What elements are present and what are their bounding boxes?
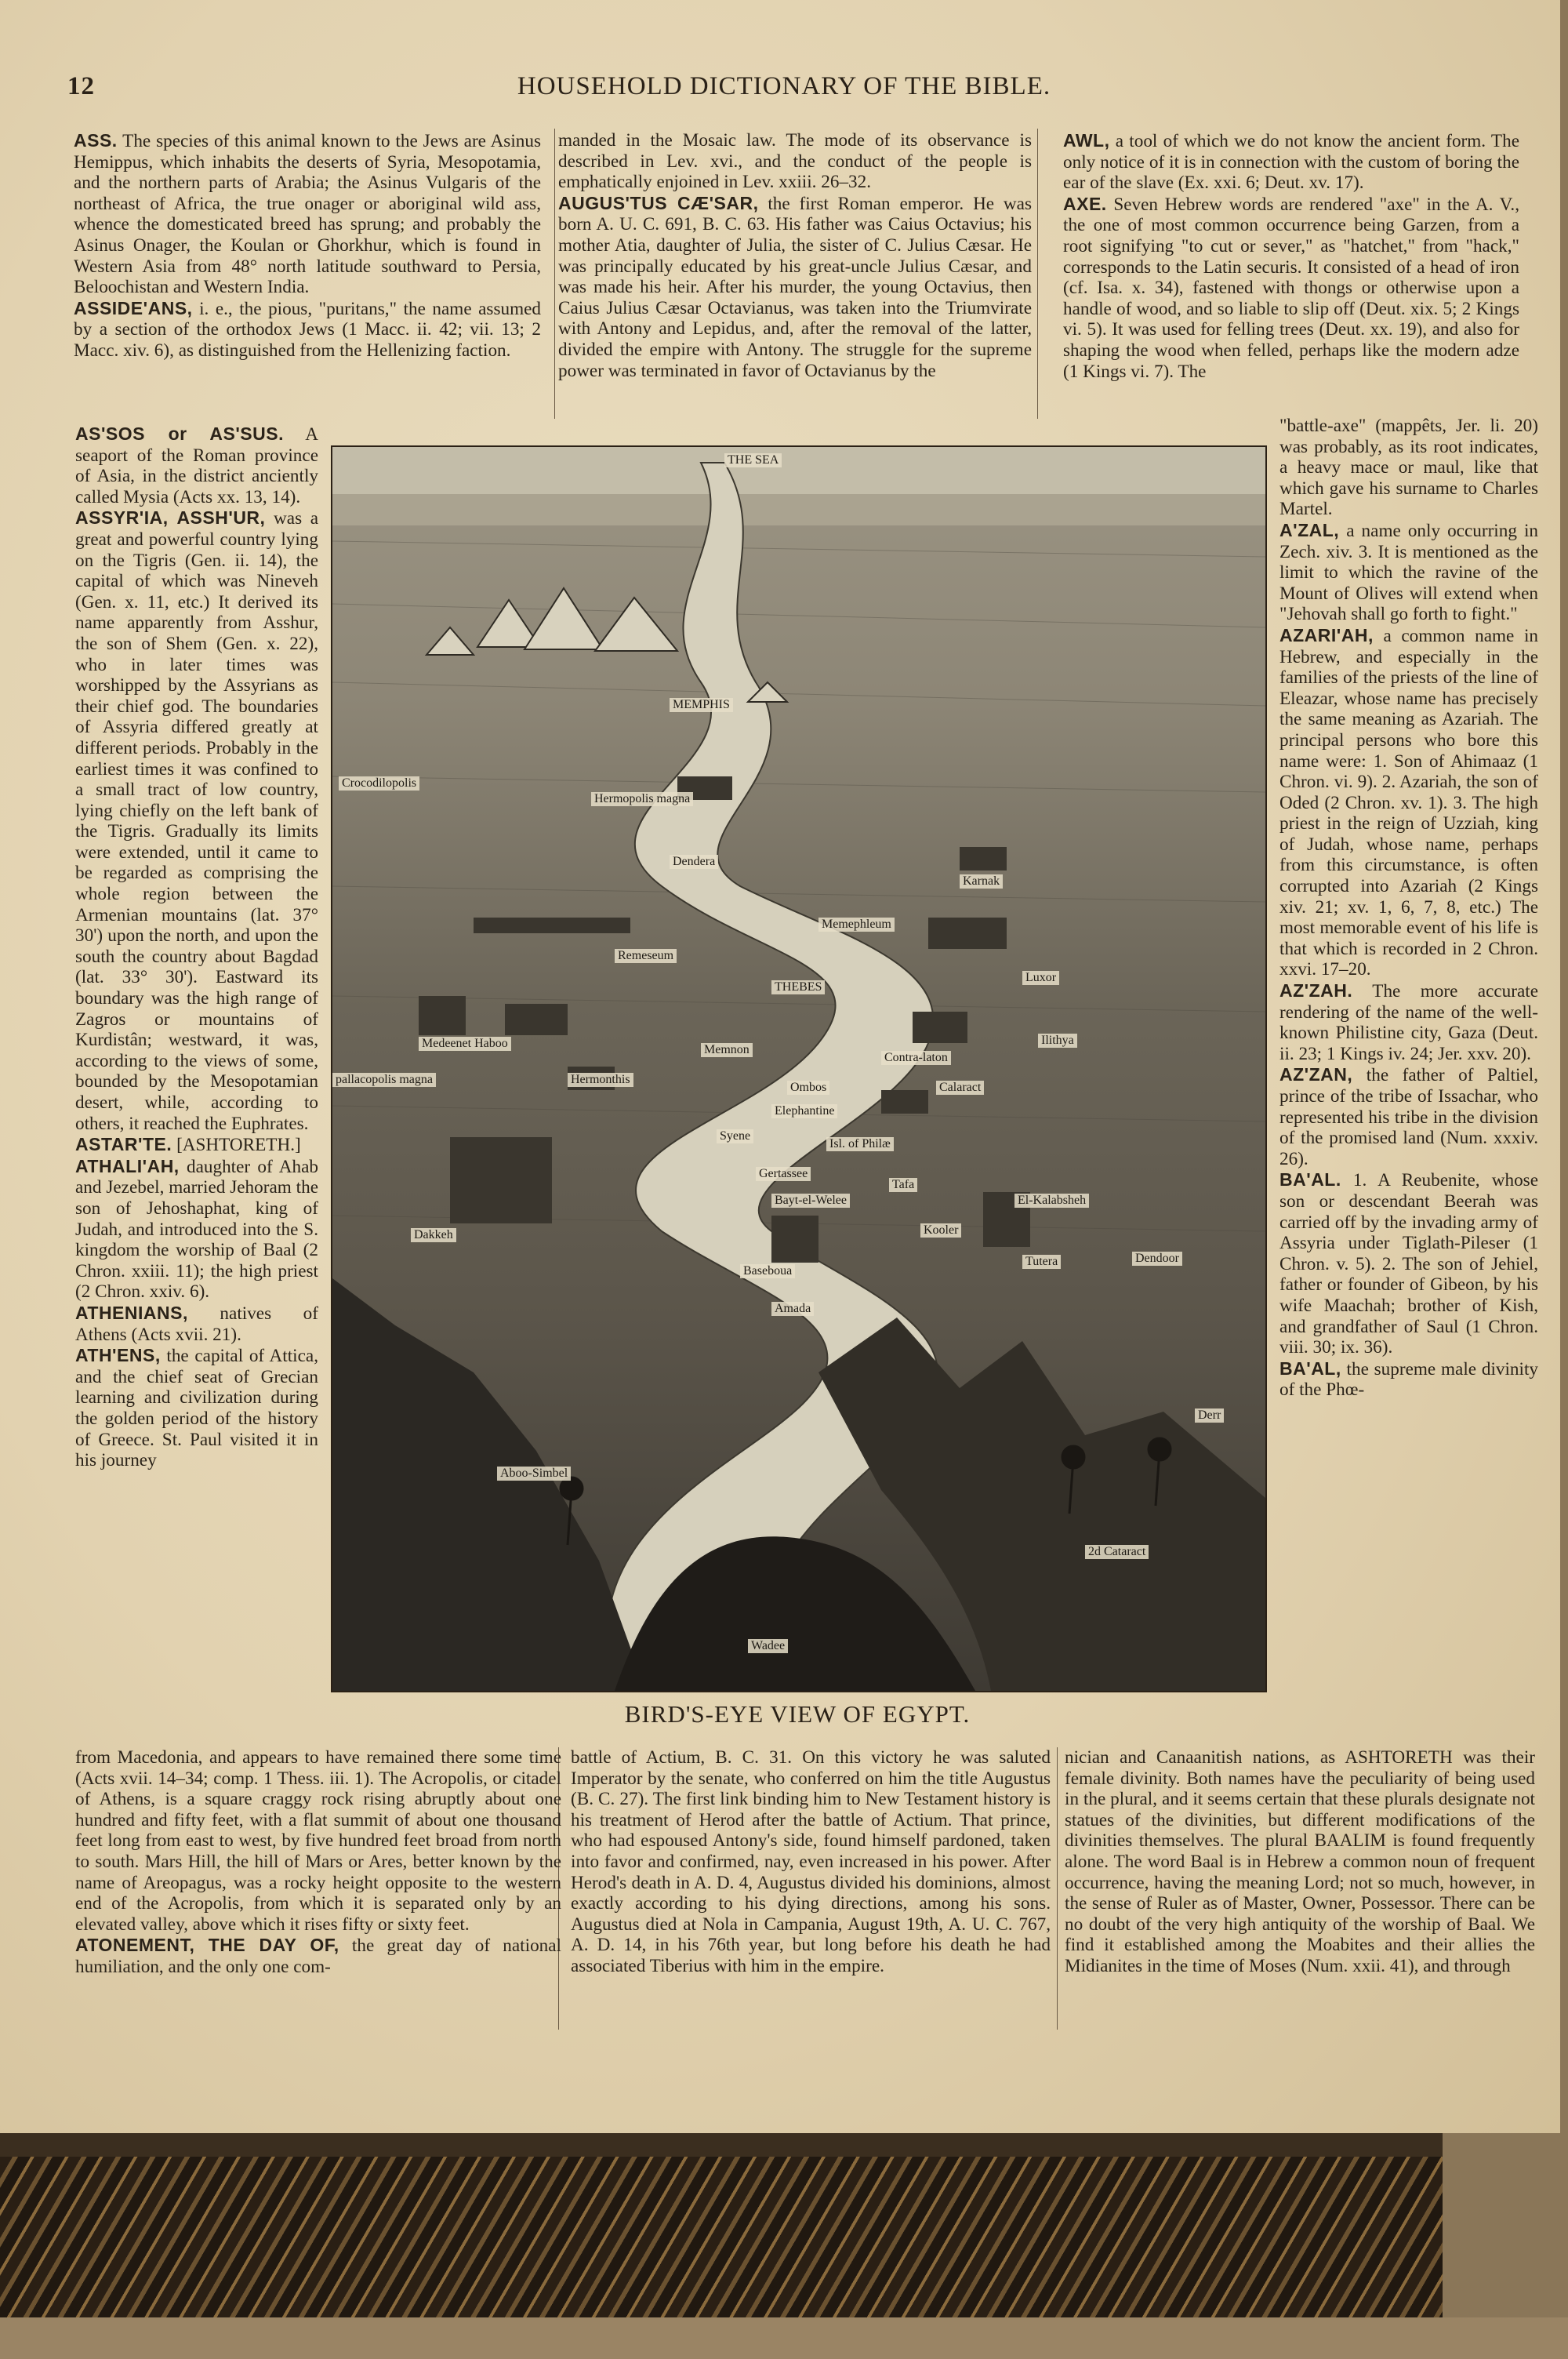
entry-headword: A'ZAL,	[1279, 519, 1340, 540]
entry-text: the first Roman emperor. He was born A. U. C. 691, B. C. 63. His father was Caius Octavius; his mother Atia, daughter of Julia, the sister of C. Julius Cæsar. He was principally educated by his great-uncle Julius Cæsar, and was made his heir. After his murder, the young Octavius, then Caius Julius Cæsar Octavianus, was taken into the Triumvirate with Antony and Lepidus, and, after the removal of the latter, divided the empire with Antony. The struggle for the supreme power was terminated in favor of Octavianus by the	[558, 193, 1032, 381]
dictionary-entry	[1063, 130, 1519, 194]
entry-headword: AZ'ZAN,	[1279, 1064, 1353, 1085]
column-rule	[1037, 129, 1038, 419]
label-aboo-simbel: Aboo-Simbel	[497, 1467, 571, 1481]
dictionary-entry	[75, 1345, 318, 1471]
entry-text: a tool of which we do not know the ancient form. The only notice of it is in connection with the custom of boring the ear of the slave (Ex. xxi. 6; Deut. xv. 17).	[1063, 131, 1519, 194]
column-rule	[554, 129, 555, 419]
label-contra-laton: Contra-laton	[881, 1051, 951, 1065]
label-wadee: Wadee	[748, 1639, 788, 1653]
dictionary-entry	[74, 298, 541, 362]
dictionary-entry	[1279, 1169, 1538, 1358]
entry-text: natives of Athens (Acts xvii. 21).	[75, 1303, 318, 1345]
dictionary-entry	[1279, 980, 1538, 1064]
column-left-side	[75, 423, 318, 1747]
dictionary-entry	[1065, 1747, 1535, 1977]
label-derr: Derr	[1195, 1408, 1224, 1423]
entry-text: nician and Canaanitish nations, as ASHTORETH was their female divinity. Both names have the peculiarity of being used in the plural, and it seems certain that these plurals designate not statues of the divinities, but different modifications of the divinities themselves. The plural BAALIM is found frequently alone. The word Baal is in Hebrew a common noun of frequent occurrence, having the meaning Lord; not so much, however, in the sense of Ruler as of Master, Owner, Possessor. There can be no doubt of the very high antiquity of the worship of Baal. We find it established among the Moabites and their allies the Midianites in the time of Moses (Num. xxii. 41), and through	[1065, 1747, 1535, 1976]
label-dendoor: Dendoor	[1132, 1252, 1182, 1266]
label-hermonthis: Hermonthis	[568, 1073, 633, 1087]
entry-text: daughter of Ahab and Jezebel, married Jehoram the son of Jehoshaphat, king of Judah, and introduced into the S. kingdom the worship of Baal (2 Chron. xxiii. 11); the high priest (2 Chron. xxiv. 6).	[75, 1156, 318, 1303]
entry-text: the capital of Attica, and the chief seat of Grecian learning and civilization during the golden period of the history of Greece. St. Paul visited it in his journey	[75, 1346, 318, 1471]
label-calaract: Calaract	[936, 1081, 984, 1095]
dictionary-entry	[75, 1134, 318, 1156]
label-gertassee: Gertassee	[756, 1167, 811, 1181]
entry-text: "battle-axe" (mappêts, Jer. li. 20) was probably, as its root indicates, a heavy mace or maul, like that which gave his surname to Charles Martel.	[1279, 416, 1538, 520]
entry-headword: AXE.	[1063, 193, 1107, 214]
entry-text: [ASHTORETH.]	[172, 1135, 301, 1156]
label-elkalabsheh: El-Kalabsheh	[1014, 1194, 1089, 1208]
entry-headword: AS'SOS or AS'SUS.	[75, 423, 284, 444]
label-pallacopolis: pallacopolis magna	[332, 1073, 436, 1087]
entry-text: manded in the Mosaic law. The mode of its observance is described in Lev. xvi., and the conduct of the people is emphatically enjoined in Lev. xxiii. 26–32.	[558, 130, 1032, 193]
entry-headword: ATONEMENT, THE DAY OF,	[75, 1935, 339, 1956]
label-syene: Syene	[717, 1129, 753, 1143]
label-tafa: Tafa	[889, 1178, 917, 1192]
figure-caption: BIRD'S-EYE VIEW OF EGYPT.	[624, 1700, 971, 1728]
label-ombos: Ombos	[787, 1081, 829, 1095]
engraving-drawing	[332, 447, 1265, 1691]
dictionary-entry	[75, 1747, 561, 1935]
entry-headword: ASTAR'TE.	[75, 1134, 172, 1155]
label-sea: THE SEA	[724, 453, 782, 467]
label-dakkeh: Dakkeh	[411, 1228, 456, 1242]
column-1-top	[74, 130, 541, 444]
label-memephleum: Memephleum	[818, 918, 895, 932]
dictionary-entry	[75, 1935, 561, 1977]
dictionary-entry	[1279, 1358, 1538, 1401]
label-thebes: THEBES	[771, 980, 825, 994]
dictionary-entry	[75, 423, 318, 507]
label-baseboua: Baseboua	[740, 1264, 795, 1278]
entry-headword: ASSIDE'ANS,	[74, 297, 193, 318]
label-memphis: MEMPHIS	[670, 698, 733, 712]
entry-text: a common name in Hebrew, and especially in the families of the priests of the line of Eleazar, whose name has precisely the same meaning as Azariah. The principal persons who bore this name were: 1. Son of Ahimaaz (1 Chron. vi. 9). 2. Azariah, the son of Oded (2 Chron. xv. 1). 3. The high priest in the reign of Uzziah, king of Judah, whose name, perhaps from this circumstance, is often corrupted into Azariah (2 Kings xiv. 21; xv. 1, 6, 7, 8, etc.) The most memorable event of his life is that which is recorded in 2 Chron. xxvi. 17–20.	[1279, 625, 1538, 980]
table-surface	[0, 2317, 1568, 2359]
dictionary-entry	[75, 1156, 318, 1303]
page-number: 12	[67, 72, 95, 100]
entry-text: 1. A Reubenite, whose son or descendant Beerah was carried off by the invading army of Assyria under Tiglath-Pileser (1 Chron. v. 5). 2. The son of Jehiel, father or founder of Gibeon, by his wife Maachah; brother of Kish, and grandfather of Saul (1 Chron. viii. 30; ix. 36).	[1279, 1170, 1538, 1358]
entry-headword: ASS.	[74, 130, 118, 151]
label-crocodilopolis: Crocodilopolis	[339, 776, 419, 791]
entry-headword: AZ'ZAH.	[1279, 980, 1353, 1001]
label-cataract: 2d Cataract	[1085, 1545, 1149, 1559]
label-philae: Isl. of Philæ	[826, 1137, 894, 1151]
label-kooler: Kooler	[920, 1223, 961, 1238]
entry-headword: AZARI'AH,	[1279, 624, 1374, 645]
label-karnak: Karnak	[960, 874, 1003, 889]
dictionary-entry	[75, 507, 318, 1134]
entry-text: battle of Actium, B. C. 31. On this victory he was saluted Imperator by the senate, who conferred on him the title Augustus (B. C. 27). The first link binding him to New Testament history is his treatment of Herod after the battle of Actium. That prince, who had espoused Antony's side, found himself pardoned, taken into favor and confirmed, nay, even increased in his power. After Herod's death in A. D. 4, Augustus divided his dominions, almost exactly according to his dying directions, among his sons. Augustus died at Nola in Campania, August 19th, A. U. C. 767, A. D. 14, in his 76th year, but long before his death he had associated Tiberius with him in the empire.	[571, 1747, 1051, 1976]
entry-text: The more accurate rendering of the name of the well-known Philistine city, Gaza (Deut. ii. 23; 1 Kings iv. 24; Jer. xxv. 20).	[1279, 981, 1538, 1064]
dictionary-entry	[571, 1747, 1051, 1977]
column-2-bottom	[571, 1747, 1051, 2048]
dictionary-entry	[558, 130, 1032, 193]
label-elephantine: Elephantine	[771, 1104, 837, 1118]
entry-headword: BA'AL.	[1279, 1169, 1341, 1190]
running-title: HOUSEHOLD DICTIONARY OF THE BIBLE.	[517, 72, 1051, 100]
book-binding-edge	[0, 2157, 1466, 2317]
entry-headword: ATH'ENS,	[75, 1345, 161, 1366]
label-memnon: Memnon	[701, 1043, 753, 1057]
label-ilithya: Ilithya	[1038, 1034, 1077, 1048]
label-tutera: Tutera	[1022, 1255, 1061, 1269]
entry-headword: ASSYR'IA, ASSH'UR,	[75, 507, 266, 529]
dictionary-entry	[1279, 520, 1538, 625]
dictionary-entry	[75, 1303, 318, 1345]
column-2-top	[558, 130, 1032, 420]
entry-text: the supreme male divinity of the Phœ-	[1279, 1358, 1538, 1401]
entry-text: the father of Paltiel, prince of the tribe of Issachar, who represented his tribe in the division of the promised land (Num. xxxiv. 26).	[1279, 1065, 1538, 1169]
label-remeseum: Remeseum	[615, 949, 677, 963]
entry-text: A seaport of the Roman province of Asia, in the district anciently called Mysia (Acts xx. 13, 14).	[75, 424, 318, 507]
entry-text: The species of this animal known to the Jews are Asinus Hemippus, which inhabits the deserts of Syria, Mesopotamia, and the northern parts of Arabia; the Asinus Vulgaris of the northeast of Africa, the true onager or aboriginal wild ass, whence the domesticated breed has sprung; and probably the Asinus Onager, the Koulan or Ghorkhur, which is found in Western Asia from 48° north latitude southward to Persia, Beloochistan and Western India.	[74, 131, 541, 298]
entry-text: from Macedonia, and appears to have remained there some time (Acts xvii. 14–34; comp. 1 Thess. iii. 1). The Acropolis, or citadel of Athens, is a square craggy rock rising abruptly about one hundred and fifty feet, with a flat summit of about one thousand feet long from east to west, by five hundred feet broad from north to south. Mars Hill, the hill of Mars or Ares, better known by the name of Areopagus, was a rocky height opposite to the western end of the Acropolis, from which it is separated only by an elevated valley, above which it rises fifty or sixty feet.	[75, 1747, 561, 1935]
entry-headword: ATHALI'AH,	[75, 1155, 180, 1176]
dictionary-entry	[1279, 1064, 1538, 1169]
dictionary-entry	[1063, 194, 1519, 382]
entry-text: the great day of national humiliation, and the only one com-	[75, 1936, 561, 1977]
column-right-side	[1279, 416, 1538, 1747]
dictionary-entry	[74, 130, 541, 298]
entry-text: Seven Hebrew words are rendered "axe" in the A. V., the one of most common occurrence being Garzen, from a root signifying "to cut or sever," as "hatchet," from "hack," corresponds to the Latin securis. It consisted of a head of iron (cf. Isa. x. 34), fastened with thongs or otherwise upon a handle of wood, and so liable to slip off (Deut. xix. 5; 2 Kings vi. 5). It was used for felling trees (Deut. xx. 19), and also for shaping the wood when felled, perhaps like the modern adze (1 Kings vi. 7). The	[1063, 194, 1519, 382]
label-bayt: Bayt-el-Welee	[771, 1194, 850, 1208]
entry-headword: AWL,	[1063, 130, 1110, 151]
entry-headword: ATHENIANS,	[75, 1302, 188, 1323]
entry-text: i. e., the pious, "puritans," the name assumed by a section of the orthodox Jews (1 Macc. ii. 42; vii. 13; 2 Macc. xiv. 6), as distinguished from the Hellenizing faction.	[74, 298, 541, 361]
page-shadow-edge	[0, 2133, 1568, 2157]
egypt-engraving	[331, 445, 1267, 1692]
label-medeenet: Medeenet Haboo	[419, 1037, 511, 1051]
entry-text: a name only occurring in Zech. xiv. 3. It is mentioned as the limit to which the ravine of the Mount of Olives will extend when "Jehovah shall go forth to fight."	[1279, 520, 1538, 625]
label-dendera: Dendera	[670, 855, 718, 869]
dictionary-entry	[1279, 416, 1538, 520]
label-luxor: Luxor	[1022, 971, 1059, 985]
column-3-top	[1063, 130, 1519, 441]
entry-text: was a great and powerful country lying on the Tigris (Gen. ii. 14), the capital of which was Nineveh (Gen. x. 11, etc.) It derived its name apparently from Asshur, the son of Shem (Gen. x. 22), who in later times was worshipped by the Assyrians as their chief god. The boundaries of Assyria differed greatly at different periods. Probably in the earliest times it was confined to a small tract of low country, lying chiefly on the left bank of the Tigris. Gradually its limits were extended, until it came to be regarded as comprising the whole region between the Armenian mountains (lat. 37° 30') upon the north, and upon the south the country about Bagdad (lat. 33° 30'). Eastward its boundary was the high range of Zagros or mountains of Kurdistân; westward, it was, according to the views of some, bounded by the Mesopotamian desert, while, according to others, it reached the Euphrates.	[75, 508, 318, 1134]
label-hermopolis: Hermopolis magna	[591, 792, 693, 806]
column-rule	[1057, 1747, 1058, 2030]
label-amada: Amada	[771, 1302, 814, 1316]
column-3-bottom	[1065, 1747, 1535, 2048]
entry-headword: BA'AL,	[1279, 1358, 1341, 1379]
column-1-bottom	[75, 1747, 561, 2048]
dictionary-entry	[558, 193, 1032, 381]
entry-headword: AUGUS'TUS CÆ'SAR,	[558, 192, 759, 213]
dictionary-entry	[1279, 625, 1538, 980]
